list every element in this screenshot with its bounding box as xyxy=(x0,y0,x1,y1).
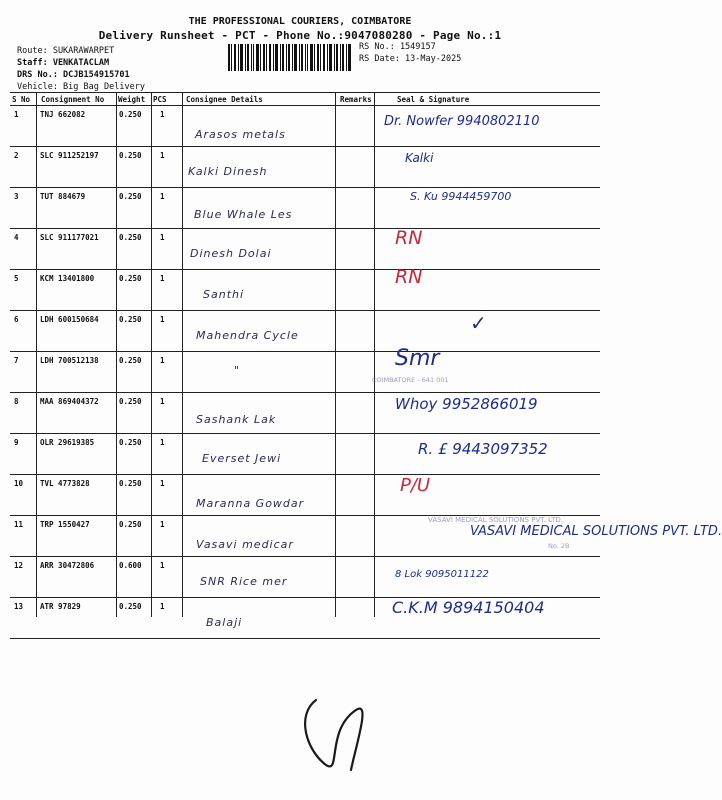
row-pcs: 1 xyxy=(160,110,165,119)
row-weight: 0.250 xyxy=(119,356,142,365)
row-sno: 10 xyxy=(14,479,24,488)
col-weight: Weight xyxy=(118,95,146,104)
row-sno: 12 xyxy=(14,561,24,570)
row-weight: 0.250 xyxy=(119,151,142,160)
table-row xyxy=(0,557,600,598)
row-consignee-handwritten: Maranna Gowdar xyxy=(196,497,305,510)
stamp-row11: VASAVI MEDICAL SOLUTIONS PVT. LTD. xyxy=(428,516,563,524)
row-consignment: TUT 884679 xyxy=(40,192,86,201)
row-signature: Smr xyxy=(395,346,440,371)
row-consignment: LDH 600150684 xyxy=(40,315,99,324)
row-sno: 13 xyxy=(14,602,24,611)
vehicle-text: Vehicle: Big Bag Delivery xyxy=(17,82,145,92)
row-signature: RN xyxy=(395,227,423,249)
row-weight: 0.250 xyxy=(119,192,142,201)
col-sno: S No xyxy=(12,95,31,104)
row-signature: C.K.M 9894150404 xyxy=(392,598,545,617)
row-consignment: KCM 13401800 xyxy=(40,274,95,283)
page-subtitle: Delivery Runsheet - PCT - Phone No.:9047080280 - Page No.:1 xyxy=(98,29,502,42)
row-sno: 11 xyxy=(14,520,24,529)
table-row xyxy=(0,475,600,516)
row-consignee-handwritten: Kalki Dinesh xyxy=(188,165,268,178)
rs-number: RS No.: 1549157 xyxy=(359,42,436,52)
table-row xyxy=(0,434,600,475)
row-consignment: ATR 97829 xyxy=(40,602,81,611)
table-row xyxy=(0,598,600,639)
row-signature: RN xyxy=(395,266,423,288)
footer-signature xyxy=(296,690,416,780)
row-weight: 0.250 xyxy=(119,520,142,529)
row-weight: 0.250 xyxy=(119,602,142,611)
row-consignment: TNJ 662082 xyxy=(40,110,86,119)
row-signature: Dr. Nowfer 9940802110 xyxy=(384,114,540,129)
row-pcs: 1 xyxy=(160,479,165,488)
row-sno: 2 xyxy=(14,151,19,160)
row-consignee-handwritten: Dinesh Dolai xyxy=(190,247,272,260)
col-consignee: Consignee Details xyxy=(186,95,263,104)
row-consignee-handwritten: Arasos metals xyxy=(195,128,286,141)
row-signature: VASAVI MEDICAL SOLUTIONS PVT. LTD. xyxy=(470,524,722,539)
row-weight: 0.250 xyxy=(119,397,142,406)
row-pcs: 1 xyxy=(160,438,165,447)
rs-date: RS Date: 13-May-2025 xyxy=(359,54,462,64)
drs-text: DRS No.: DCJB154915701 xyxy=(17,70,130,80)
row-pcs: 1 xyxy=(160,151,165,160)
row-signature: Whoy 9952866019 xyxy=(395,395,538,413)
row-consignment: ARR 30472806 xyxy=(40,561,95,570)
row-signature: ✓ xyxy=(470,311,487,335)
stamp-row7: COIMBATORE - 641 001 xyxy=(372,376,449,384)
row-consignment: LDH 700512138 xyxy=(40,356,99,365)
row-consignment: OLR 29619385 xyxy=(40,438,95,447)
row-consignee-handwritten: Blue Whale Les xyxy=(194,208,293,221)
table-row xyxy=(0,393,600,434)
row-weight: 0.250 xyxy=(119,438,142,447)
page-title: THE PROFESSIONAL COURIERS, COIMBATORE xyxy=(188,16,412,27)
row-weight: 0.250 xyxy=(119,315,142,324)
row-consignee-handwritten: Sashank Lak xyxy=(196,413,277,426)
row-consignment: SLC 911177021 xyxy=(40,233,99,242)
col-remarks: Remarks xyxy=(340,95,372,104)
row-pcs: 1 xyxy=(160,233,165,242)
row-consignee-handwritten: Everset Jewi xyxy=(202,452,282,465)
row-sno: 8 xyxy=(14,397,19,406)
row-pcs: 1 xyxy=(160,520,165,529)
table-row xyxy=(0,311,600,352)
row-pcs: 1 xyxy=(160,315,165,324)
row-signature: P/U xyxy=(400,475,431,496)
row-sno: 6 xyxy=(14,315,19,324)
row-pcs: 1 xyxy=(160,274,165,283)
table-row xyxy=(0,106,600,147)
route-text: Route: SUKARAWARPET xyxy=(17,46,115,56)
row-pcs: 1 xyxy=(160,397,165,406)
table-top-rule xyxy=(10,92,600,93)
stamp-row11-no: No. 2B xyxy=(548,542,570,550)
row-pcs: 1 xyxy=(160,561,165,570)
table-row xyxy=(0,346,600,393)
row-weight: 0.600 xyxy=(119,561,142,570)
table-row xyxy=(0,188,600,229)
row-sno: 3 xyxy=(14,192,19,201)
row-consignee-handwritten: Mahendra Cycle xyxy=(196,329,299,342)
row-sno: 9 xyxy=(14,438,19,447)
row-consignment: MAA 869404372 xyxy=(40,397,99,406)
row-divider xyxy=(10,638,600,639)
row-consignee-handwritten: " xyxy=(234,364,241,377)
row-consignee-handwritten: Santhi xyxy=(203,288,245,301)
table-row xyxy=(0,147,600,188)
row-signature: S. Ku 9944459700 xyxy=(410,190,512,203)
barcode xyxy=(228,44,352,71)
col-consignment: Consignment No xyxy=(41,95,105,104)
row-pcs: 1 xyxy=(160,602,165,611)
row-signature: R. £ 9443097352 xyxy=(418,440,548,458)
row-pcs: 1 xyxy=(160,356,165,365)
row-sno: 5 xyxy=(14,274,19,283)
row-sno: 1 xyxy=(14,110,19,119)
row-weight: 0.250 xyxy=(119,479,142,488)
row-consignment: SLC 911252197 xyxy=(40,151,99,160)
row-weight: 0.250 xyxy=(119,233,142,242)
table-row xyxy=(0,229,600,270)
row-weight: 0.250 xyxy=(119,274,142,283)
row-signature: Kalki xyxy=(405,151,434,165)
col-seal: Seal & Signature xyxy=(397,95,470,104)
row-pcs: 1 xyxy=(160,192,165,201)
row-signature: 8 Lok 9095011122 xyxy=(395,569,489,580)
staff-text: Staff: VENKATACLAM xyxy=(17,58,110,68)
row-consignee-handwritten: Balaji xyxy=(206,616,243,629)
row-consignment: TVL 4773828 xyxy=(40,479,90,488)
row-sno: 7 xyxy=(14,356,19,365)
row-sno: 4 xyxy=(14,233,19,242)
row-consignment: TRP 1550427 xyxy=(40,520,90,529)
row-consignee-handwritten: SNR Rice mer xyxy=(200,575,288,588)
row-consignee-handwritten: Vasavi medicar xyxy=(196,538,294,551)
row-weight: 0.250 xyxy=(119,110,142,119)
table-header xyxy=(12,94,600,105)
col-pcs: PCS xyxy=(153,95,167,104)
table-row xyxy=(0,266,600,311)
